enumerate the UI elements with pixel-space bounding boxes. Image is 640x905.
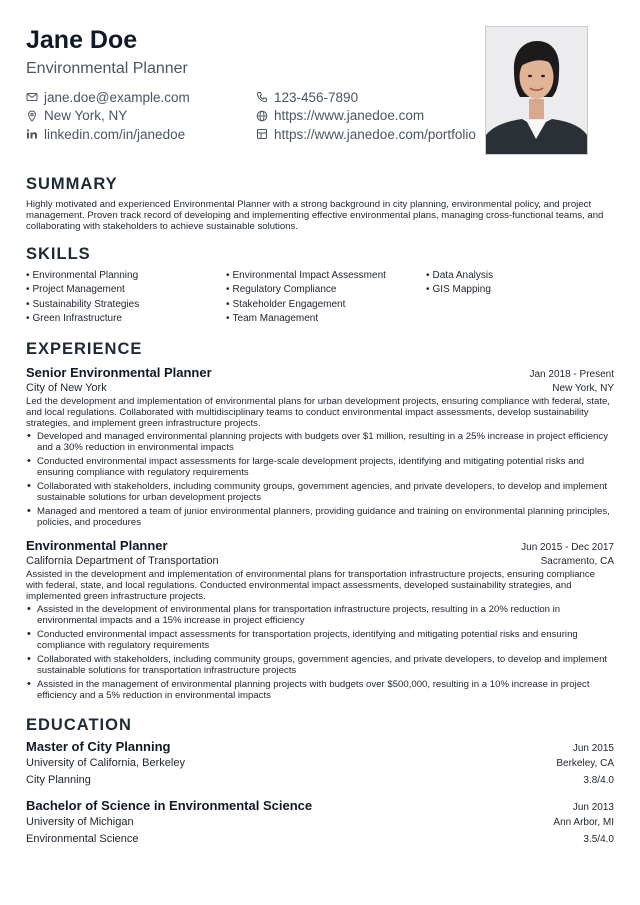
school-location: Ann Arbor, MI xyxy=(553,817,614,829)
contact-location xyxy=(26,107,190,125)
job-title-headline: Environmental Planner xyxy=(26,60,188,77)
skill-item: • Data Analysis xyxy=(426,269,493,284)
job-entry xyxy=(26,537,614,701)
school-name: University of California, Berkeley xyxy=(26,757,185,770)
portfolio-icon xyxy=(256,128,268,140)
globe-icon xyxy=(256,110,268,122)
school-location: Berkeley, CA xyxy=(556,758,614,770)
field-of-study: City Planning xyxy=(26,773,91,786)
skill-item: • Regulatory Compliance xyxy=(226,283,426,298)
skills-section xyxy=(26,244,614,327)
gpa: 3.8/4.0 xyxy=(583,774,614,786)
candidate-name: Jane Doe xyxy=(26,26,138,54)
linkedin-icon xyxy=(26,128,38,140)
location-text: New York, NY xyxy=(44,108,128,123)
contact-portfolio[interactable] xyxy=(256,125,476,143)
contact-email[interactable] xyxy=(26,88,190,106)
skill-item: • Environmental Planning xyxy=(26,269,226,284)
job-company: City of New York xyxy=(26,381,107,394)
experience-heading: EXPERIENCE xyxy=(26,339,143,358)
summary-heading: SUMMARY xyxy=(26,175,118,193)
education-heading: EDUCATION xyxy=(26,716,132,735)
degree-name: Bachelor of Science in Environmental Science xyxy=(26,798,313,814)
skill-item: • GIS Mapping xyxy=(426,283,493,298)
graduation-date: Jun 2015 xyxy=(572,743,614,755)
job-location: Sacramento, CA xyxy=(540,556,614,567)
phone-icon xyxy=(256,91,268,103)
skill-item: • Green Infrastructure xyxy=(26,312,226,327)
job-company: California Department of Transportation xyxy=(26,555,219,567)
education-section xyxy=(26,715,614,847)
profile-photo xyxy=(485,26,588,155)
portfolio-text: https://www.janedoe.com/portfolio xyxy=(274,126,476,142)
job-bullet: • Assisted in the development of environmental plans for transportation infrastructure projects, resulting in a 20% reduction in environmental impacts and a 15% increase in project efficiency xyxy=(26,604,614,626)
skill-item: • Project Management xyxy=(26,283,226,298)
job-dates: Jan 2018 - Present xyxy=(529,368,614,380)
location-icon xyxy=(26,110,38,122)
job-location: New York, NY xyxy=(552,382,614,394)
job-dates: Jun 2015 - Dec 2017 xyxy=(521,542,614,553)
job-bullet: • Collaborated with stakeholders, including community groups, government agencies, and private developers, to develop and implement sustainable solutions for urban development projects xyxy=(26,481,614,503)
job-title: Senior Environmental Planner xyxy=(26,364,212,380)
job-bullet: • Conducted environmental impact assessments for large-scale development projects, identifying and mitigating potential risks and ensuring compliance with regulatory requirements xyxy=(26,456,614,478)
skills-grid xyxy=(26,269,614,327)
linkedin-text: linkedin.com/in/janedoe xyxy=(44,126,186,142)
contact-linkedin[interactable] xyxy=(26,125,190,143)
skills-heading: SKILLS xyxy=(26,244,91,263)
gpa: 3.5/4.0 xyxy=(583,833,614,845)
job-bullet: • Managed and mentored a team of junior environmental planners, providing guidance and training on environmental planning principles, policies, and procedures xyxy=(26,506,614,528)
education-entry xyxy=(26,738,614,788)
email-icon xyxy=(26,91,38,103)
experience-section xyxy=(26,339,614,701)
education-entry xyxy=(26,797,614,847)
job-bullet: • Assisted in the management of environmental planning projects with budgets over $500,000, resulting in a 10% increase in project efficiency and a 5% reduction in environmental impacts xyxy=(26,679,614,701)
job-bullet: • Developed and managed environmental planning projects with budgets over $1 million, resulting in a 25% increase in project efficiency and a 30% reduction in environmental impacts xyxy=(26,431,614,453)
graduation-date: Jun 2013 xyxy=(572,802,614,814)
job-bullets xyxy=(26,431,614,528)
phone-text: 123-456-7890 xyxy=(274,89,359,105)
contact-website[interactable] xyxy=(256,107,476,125)
skills-column xyxy=(426,269,493,327)
degree-name: Master of City Planning xyxy=(26,739,171,755)
email-text: jane.doe@example.com xyxy=(44,89,190,105)
job-description: Assisted in the development and implementation of environmental plans for transportation infrastructure projects, ensuring compliance with federal, state, and local regulations. Conducted environmental impact assessments, developed sustainability strategies, and implemented green infrastructure projects. xyxy=(26,569,596,603)
job-bullet: • Collaborated with stakeholders, including community groups, government agencies, and private developers, to develop and implement sustainable solutions for transportation infrastructure projects xyxy=(26,654,614,676)
skills-column xyxy=(226,269,426,327)
job-bullet: • Conducted environmental impact assessments for transportation projects, identifying and mitigating potential risks and ensuring compliance with regulatory requirements xyxy=(26,629,614,651)
job-description: Led the development and implementation of environmental plans for urban development projects, ensuring compliance with federal, state, and local regulations. Collaborated with multidisciplinary teams to conduct environmental impact assessments, develop sustainability strategies, and implement green infrastructure projects. xyxy=(26,395,610,430)
skill-item: • Team Management xyxy=(226,312,426,327)
school-name: University of Michigan xyxy=(26,816,134,829)
website-text: https://www.janedoe.com xyxy=(274,108,425,123)
field-of-study: Environmental Science xyxy=(26,832,139,845)
contact-phone[interactable] xyxy=(256,88,476,106)
skill-item: • Environmental Impact Assessment xyxy=(226,269,426,284)
skills-column xyxy=(26,269,226,327)
resume-page xyxy=(26,26,614,847)
skill-item: • Sustainability Strategies xyxy=(26,298,226,313)
summary-section xyxy=(26,174,614,233)
skill-item: • Stakeholder Engagement xyxy=(226,298,426,313)
job-bullets xyxy=(26,604,614,701)
job-title: Environmental Planner xyxy=(26,538,168,553)
summary-text: Highly motivated and experienced Environmental Planner with a strong background in city planning, environmental policy, and project management. Proven track record of developing and implementing effective environmental plans, managing cross-functional teams, and collaborating with stakeholders to achieve sustainable solutions. xyxy=(26,199,604,233)
job-entry xyxy=(26,364,614,528)
resume-header xyxy=(26,26,614,156)
